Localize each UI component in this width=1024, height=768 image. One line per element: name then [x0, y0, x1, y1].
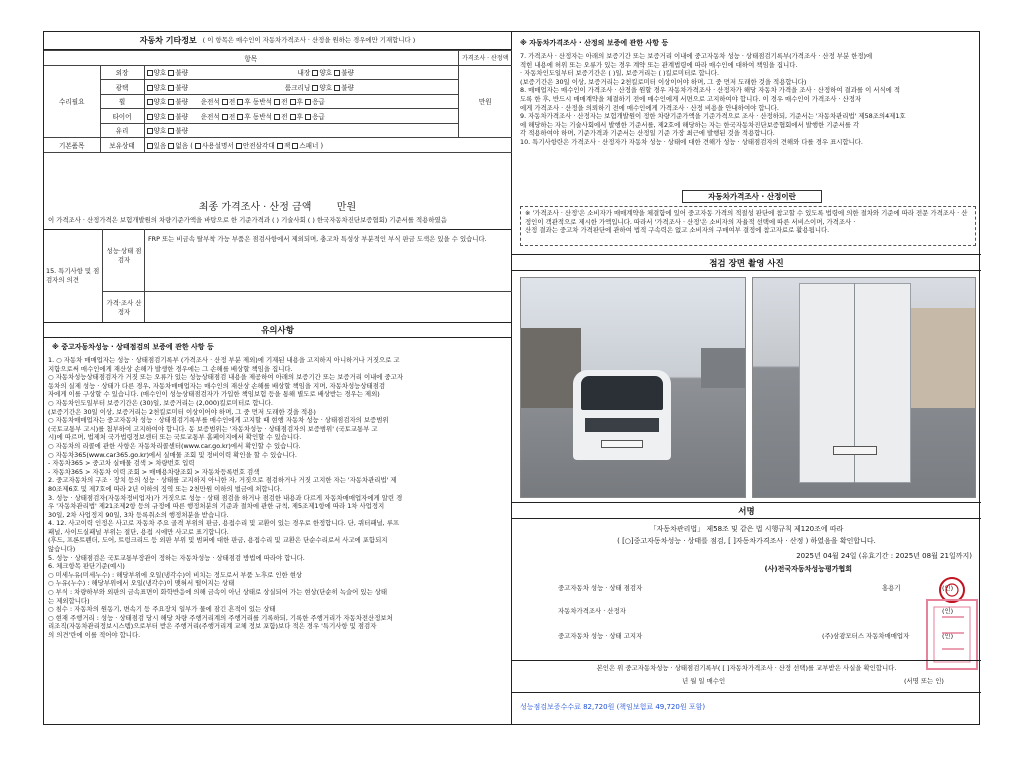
right-column — [512, 32, 981, 724]
sign-date: 2025년 04월 24일 (유효기간 : 2025년 08월 21일까지) — [796, 552, 972, 560]
notice-line: 의 의견'란에 이를 적어야 합니다. — [48, 631, 141, 639]
final-price: 최종 가격조사 · 산정 금액 만원 — [198, 202, 357, 213]
building-left — [521, 328, 581, 408]
notice-line: ○ 자동차365(www.car365.go.kr)에서 실매물 조회 및 정비이력 확인을 할 수 있습니다. — [48, 450, 297, 459]
appraiser-label: 가격·조사 산정자 — [106, 299, 142, 316]
notice-line: 30일, 2차 사업정지 90일, 3차 등록취소의 행정처분을 받습니다. — [48, 510, 229, 519]
receipt-confirm: 본인은 위 중고자동차성능 · 상태점검기록부( [ ]자동차가격조사 · 산정 선택)를 교부받은 사실을 확인합니다. — [596, 664, 897, 672]
notice-line: 않습니다) — [48, 545, 76, 554]
license-plate — [601, 440, 643, 448]
association: (사)전국자동차성능평가협회 — [764, 565, 852, 573]
price-warranty-heading: ※ 자동차가격조사 · 산정의 보증에 관한 사항 등 — [520, 39, 669, 47]
checkbox — [168, 70, 174, 76]
price-line: 도록 한 후, 반드시 매매계약을 체결하기 전에 매수인에게 서면으로 고지하여야 합니다. 이 경우 매수인이 가격조사 · 산정자 — [520, 94, 862, 103]
notice-line: ○ 침수 : 자동차의 원동기, 변속기 등 주요장치 일부가 물에 잠긴 흔적이 있는 상태 — [48, 605, 276, 614]
price-definition-box — [520, 206, 976, 246]
basic-item: 보유상태 — [100, 138, 144, 153]
notice-line: 6. 체크항목 판단기준(예시) — [48, 562, 125, 571]
price-lines — [520, 52, 976, 147]
checkbox — [312, 70, 318, 76]
notice-line: 5. 성능 · 상태점검은 국토교통부장관이 정하는 자동차성능 · 상태점검 방법에 따라야 합니다. — [48, 553, 305, 562]
receipt-date-line: 년 월 일 매수인 — [682, 677, 726, 685]
notice-line: - 자동차365 > 중고차 실매물 검색 > 차량번호 입력 — [48, 459, 195, 468]
notice-line: 1. ○ 자동차 매매업자는 성능 · 상태점검기록부 (가격조사 · 산정 부분 제외)에 기재된 내용을 고지하지 아니하거나 거짓으로 고 — [48, 356, 400, 364]
notice-line: ○ 현재 주행거리 : 성능 · 상태점검 당시 해당 차량 주행거리계의 주행거리를 기록하되, 기록한 주행거리가 자동차전산정보처 — [48, 613, 393, 622]
price-line: 8. 매매업자는 매수인이 가격조사 · 산정을 원할 경우 자동차가격조사 · 산정자가 해당 자동차 가격을 조사 · 산정하여 결과를 이 서식에 적 — [520, 86, 901, 95]
notice-line: ○ 미세누유(미세누수) : 해당부위에 오일(냉각수)이 비치는 정도로서 부품 노후로 인한 현상 — [48, 570, 303, 579]
row-tire-values: 양호 불량 운전석 전 후 동반석 전 후 응급 — [144, 109, 458, 124]
row-wheel-values: 양호 불량 운전석 전 후 동반석 전 후 응급 — [144, 94, 458, 109]
basic-label: 기본품목 — [44, 138, 100, 153]
notifier-name: (주)삼광모터스 자동차매매업자 — [822, 632, 910, 640]
checkbox — [334, 70, 340, 76]
notice-line: 는 제외합니다) — [48, 596, 90, 605]
warranty-heading: ※ 중고자동차성능 · 상태점검의 보증에 관한 사항 등 — [52, 343, 214, 351]
role-inspector: 중고자동차 성능 · 상태 점검자 — [558, 584, 643, 592]
notice-line: ○ 자동차성능상태점검자가 거짓 또는 오류가 있는 성능상태점검 내용을 제공하여 아래의 보증기간 또는 보증거리 이내에 중고자 — [48, 373, 404, 382]
notice-line: ○ 자동차인도일부터 보증기간은 (30)일, 보증거리는 (2,000)킬로미터로 합니다. — [48, 398, 273, 407]
notice-line: 시)에 따르며, 법제처 국가법령정보센터 또는 국토교통부 홈페이지에서 확인할 수 있습니다. — [48, 433, 302, 442]
basic-values: 있음 없음 ( 사용설명서 안전삼각대 잭 스패너 ) — [144, 138, 512, 153]
rear-plate — [833, 446, 877, 455]
special-label: 15. 특기사항 및 점검자의 의견 — [46, 267, 100, 284]
warranty-fee: 성능점검보증수수료 82,720원 (책임보험료 49,720원 포함) — [520, 703, 706, 711]
notice-line: - 자동차365 > 자동차 이력 조회 > 매매용차량조회 > 자동차등록번호 검색 — [48, 467, 260, 476]
notice-line: ○ 부식 : 차량하부와 외판의 금속표면이 화학반응에 의해 금속이 아닌 상태로 상실되어 가는 현상(단순히 녹슬어 있는 상태 — [48, 588, 388, 597]
price-definition-text: ※ '가격조사 · 산정'은 소비자가 매매계약을 체결함에 있어 중고자동 가격의 적절성 판단에 참고할 수 있도록 법령에 의한 절차와 기준에 따라 전문 가격조사 · 산정인이 객관적으로 제시한 가액입니다. 따라서 '가격조사 · 산정'은 소비자의 자율적 선택에 따른 서비스이며, 가격조사 · — [525, 209, 968, 226]
special-notes — [44, 229, 512, 322]
price-unit: 만원 — [458, 65, 512, 138]
other-info-header — [44, 32, 511, 50]
notice-line: 자에게 이를 구상할 수 있습니다. (매수인이 성능상태점검자가 가입한 책임보험 등을 통해 별도로 배상받는 경우는 제외) — [48, 390, 380, 399]
buyer-sign: (서명 또는 인) — [904, 677, 944, 685]
notice-line: (후드, 프론트펜더, 도어, 트렁크리드 등 외판 부위 및 범퍼에 대한 판금, 용접수리 및 교환은 단순수리로서 사고에 포함되지 — [48, 536, 388, 545]
row-tire-label: 타이어 — [100, 109, 144, 124]
price-line: 각 적용하여야 하며, 기준가격과 기준서는 산정일 기준 가장 최근에 발행된 것을 적용합니다. — [520, 129, 775, 138]
row-exterior-label: 외장 — [100, 65, 144, 80]
notice-line: 패널, 사이드실패널 부위는 절단, 용접 시에만 사고로 표기합니다. — [48, 527, 229, 536]
windshield — [581, 376, 663, 410]
price-line: 에 해당하는 자는 기술사회에서 발행한 기준서를, 제2호에 해당하는 자는 한국자동차진단보증협회에서 발행한 기준서를 각 — [520, 120, 860, 129]
sign-law: 「자동차관리법」 제58조 및 같은 법 시행규칙 제120조에 따라 — [649, 525, 844, 533]
seal-3: (인) — [942, 632, 954, 640]
row-glass-values: 양호 불량 — [144, 123, 458, 138]
price-definition-title: 자동차가격조사 · 산정이란 — [682, 190, 822, 203]
item-header: 항목 — [44, 51, 458, 66]
rear-photo — [752, 277, 976, 498]
grille — [585, 418, 659, 432]
house — [903, 308, 976, 408]
seal-2: (인) — [942, 607, 954, 615]
repair-label: 수리필요 — [44, 65, 100, 138]
section-title: 자동차 기타정보 — [139, 36, 197, 45]
inspector-note: FRP 또는 비금속 탈부착 가능 부품은 점검사항에서 제외되며, 충고차 특성상 부분적인 부식 판금 도색은 있을 수 있습니다. — [148, 235, 487, 243]
left-column — [44, 32, 512, 724]
notice-title: 유의사항 — [261, 326, 294, 336]
notice-line: 3. 성능 · 상태점검자(자동차정비업자)가 거짓으로 성능 · 상태 점검을 하거나 점검한 내용과 다르게 자동차매매업자에게 알린 경 — [48, 493, 403, 502]
notice-line: (보증기간은 30일 이상, 보증거리는 2천킬로미터 이상이어야 하며, 그 중 먼저 도래한 것을 적용) — [48, 407, 316, 416]
price-line: 10. 특기사항란은 가격조사 · 산정자가 자동차 성능 · 상태에 대한 견해가 성능 · 상태점검자의 견해와 다를 경우 표시합니다. — [520, 137, 863, 146]
sign-confirm: ( [○]중고자동차성능 · 상태를 점검, [ ]자동차가격조사 · 산정 ) 하였음을 확인합니다. — [617, 537, 876, 545]
inspection-record-page — [43, 31, 980, 725]
price-definition-text2: 산정 결과는 중고차 가격판단에 관하여 법적 구속력은 없고 소비자의 구매여부 결정에 참고자료로 활용됩니다. — [525, 226, 830, 235]
price-line: (보증기간은 30일 이상, 보증거리는 2천킬로미터 이상이어야 하며, 그 중 먼저 도래한 것을 적용합니다) — [520, 77, 807, 86]
seal-1: (인) — [942, 584, 954, 592]
price-line: · 자동차인도일부터 보증기간은 ( )일, 보증거리는 ( )킬로미터로 합니다. — [520, 69, 719, 78]
inspector-label: 성능·상태 점검자 — [106, 247, 142, 264]
price-line: 에게 가격조사 · 산정을 의뢰하기 전에 매수인에게 가격조사 · 산정 비용을 안내하여야 합니다. — [520, 103, 779, 112]
notice-line: 지함으로써 매수인에게 재산상 손해가 발생한 경우에는 그 손해를 배상할 책임을 집니다. — [48, 364, 293, 373]
role-notifier: 중고자동차 성능 · 상태 고지자 — [558, 632, 643, 640]
notice-line: 우 '자동차관리법' 제21조제2항 등의 규정에 따른 행정처분의 기준과 절차에 관한 규칙, 제5조제1항에 따라 1차 사업정지 — [48, 502, 385, 511]
notice-line: 리조직(자동차관리정보시스템)으로부터 받은 주행거리(주행거리계 교체 정보 포함)보다 적은 경우 '특기사항 및 점검자 — [48, 622, 377, 631]
other-info-table — [44, 50, 512, 153]
building-right — [701, 348, 746, 388]
notice-line: 80조제6호 및 제7호에 따라 2년 이하의 징역 또는 2천만원 이하의 벌금에 처합니다. — [48, 484, 282, 493]
row-glass-label: 유리 — [100, 123, 144, 138]
notice-line: 2. 중고자동차의 구조 · 장치 등의 성능 · 상태를 고지하지 아니한 자, 거짓으로 점검하거나 거짓 고지한 자는 '자동차관리법' 제 — [48, 476, 397, 485]
inspector-name: 홍용기 — [882, 584, 901, 592]
notice-line: 동차의 실제 성능 · 상태가 다른 경우, 자동차매매업자는 매수인의 재산상 손해를 배상할 책임을 지며, 자동차성능상태점검 — [48, 381, 386, 390]
price-header: 가격조사 · 산정액 — [458, 51, 512, 66]
final-note: 이 가격조사 · 산정가격은 보험개발원의 차량기준가액을 바탕으로 한 기준가격과 ( ) 기술사회 ( ) 한국자동차진단보증협회) 기준서를 적용하였음 — [48, 216, 447, 224]
notice-lines — [48, 356, 510, 640]
notice-line: ○ 자동차매매업자는 중고자동차 성능 · 상태점검기록부를 매수인에게 고지할 때 현행 자동차 성능 · 상태점검자의 보증범위 — [48, 416, 389, 425]
notice-line: 4. 12. 사고이력 인정은 사고로 자동차 주요 골격 부위의 판금, 용접수리 및 교환이 있는 경우로 한정합니다. 단, 쿼터패널, 루프 — [48, 519, 400, 528]
row-exterior-values: 양호 불량 내장 양호 불량 — [144, 65, 458, 80]
price-line: 적힌 내용에 허위 또는 오류가 있는 경우 계약 또는 관계법령에 따라 매수인에 대하여 책임을 집니다. — [520, 60, 798, 69]
row-gloss-values: 양호 불량 룸크리닝 양호 불량 — [144, 80, 458, 95]
price-line: 9. 자동차가격조사 · 산정자는 보험개발원이 정한 차량기준가액을 기준가격으로 조사 · 산정하되, 기준서는 '자동차관리법' 제58조의4제1호 — [520, 112, 906, 121]
role-appraiser: 자동차가격조사 · 산정자 — [558, 607, 626, 615]
notice-line: ○ 자동차의 리콜에 관한 사항은 자동차리콜센터(www.car.go.kr)에서 확인할 수 있습니다. — [48, 441, 301, 450]
sign-title: 서명 — [738, 507, 755, 517]
notice-line: (국토교통부 고시)를 첨부하여 고지하여야 합니다. 동 보증범위는 '자동차성능 · 상태점검자의 보증범위' (국토교통부 고 — [48, 424, 378, 433]
price-line: 7. 가격조사 · 산정자는 아래의 보증기간 또는 보증거리 이내에 중고자동차 성능 · 상태점검기록부(가격조사 · 산정 부분 한정)에 — [520, 52, 873, 60]
photo-title: 점검 장면 촬영 사진 — [709, 259, 784, 269]
row-wheel-label: 휠 — [100, 94, 144, 109]
checkbox — [147, 70, 153, 76]
section-note: ( 이 항목은 매수인이 자동차가격조사 · 산정을 원하는 경우에만 기재합니다 ) — [202, 36, 416, 45]
notice-line: ○ 누유(누수) : 해당부위에서 오일(냉각수)이 맺혀서 떨어지는 상태 — [48, 579, 235, 588]
row-gloss-label: 광택 — [100, 80, 144, 95]
front-photo — [520, 277, 746, 498]
